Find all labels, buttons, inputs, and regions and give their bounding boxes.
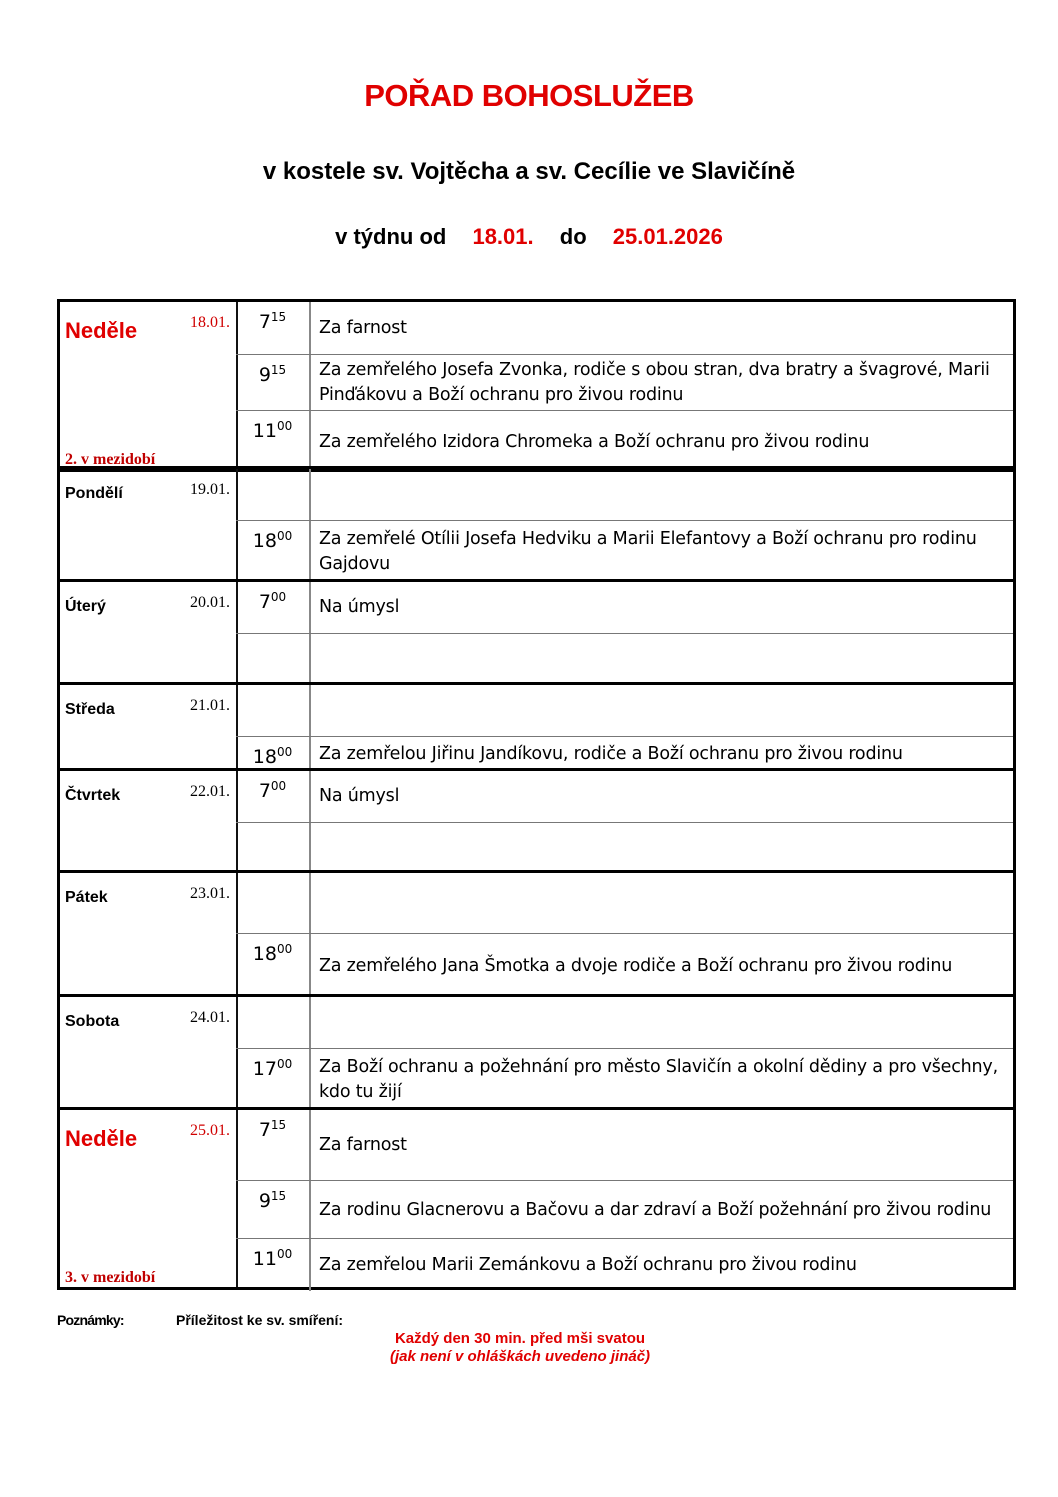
week-to: 25.01.2026 (612, 224, 723, 249)
mass-time (236, 823, 311, 874)
day-cell (60, 469, 238, 579)
mass-intention: Za zemřelého Izidora Chromeka a Boží ochranu pro živou rodinu (319, 431, 870, 452)
mass-slot (236, 633, 1013, 686)
mass-slot (236, 582, 1013, 633)
mass-intention: Za farnost (319, 317, 407, 338)
mass-time (236, 997, 311, 1048)
mass-time (236, 1239, 311, 1291)
mass-slot (236, 1238, 1013, 1291)
mass-time-hour: 7 (258, 780, 271, 802)
day-name: Pondělí (65, 485, 123, 502)
mass-intention: Na úmysl (319, 786, 400, 806)
mass-time (236, 873, 311, 933)
day-date: 18.01. (190, 314, 230, 331)
page-title: POŘAD BOHOSLUŽEB (364, 78, 694, 113)
mass-intention: Za Boží ochranu a požehnání pro město Slavičín a okolní dědiny a pro všechny, kdo tu žijí (319, 1057, 998, 1102)
day-cell (60, 873, 238, 994)
day-name: Čtvrtek (65, 787, 121, 804)
mass-time-minutes: 00 (276, 1057, 293, 1071)
day-cell (60, 1110, 238, 1287)
day-date: 21.01. (190, 697, 230, 714)
week-from: 18.01. (472, 224, 534, 249)
notes-label: Poznámky: (57, 1312, 124, 1328)
mass-time (236, 469, 311, 520)
mass-time-hour: 9 (258, 364, 271, 386)
mass-slot (236, 520, 1013, 583)
liturgical-season: 2. v mezidobí (65, 451, 156, 468)
day-row (57, 1107, 1016, 1290)
mass-time (236, 771, 311, 822)
day-name: Neděle (65, 318, 138, 343)
mass-time-hour: 11 (252, 1248, 277, 1270)
mass-slot (236, 997, 1013, 1048)
day-row (57, 870, 1016, 997)
church-subtitle: v kostele sv. Vojtěcha a sv. Cecílie ve Slavičíně (262, 158, 796, 185)
mass-time (236, 634, 311, 686)
mass-intention (319, 997, 1005, 1048)
mass-slot (236, 1110, 1013, 1180)
mass-time-minutes: 00 (270, 590, 287, 604)
mass-time-minutes: 15 (270, 1118, 287, 1132)
mass-time (236, 1049, 311, 1111)
day-cell (60, 771, 238, 870)
mass-time (236, 1181, 311, 1239)
day-row (57, 466, 1016, 582)
mass-time-minutes: 15 (270, 363, 287, 377)
day-cell (60, 997, 238, 1107)
mass-slot (236, 771, 1013, 822)
day-row (57, 768, 1016, 873)
mass-intention: Za rodinu Glacnerovu a Bačovu a dar zdraví a Boží požehnání pro živou rodinu (319, 1199, 992, 1220)
mass-time-minutes: 00 (276, 419, 293, 433)
mass-time (236, 355, 311, 411)
day-date: 19.01. (190, 481, 230, 498)
mass-intention: Za zemřelou Jiřinu Jandíkovu, rodiče a Boží ochranu pro živou rodinu (319, 744, 903, 764)
mass-time-hour: 7 (258, 591, 271, 613)
mass-time-hour: 18 (252, 746, 277, 768)
mass-time (236, 934, 311, 998)
mass-time-minutes: 15 (270, 310, 287, 324)
notes-line-1: Každý den 30 min. před mši svatou (394, 1330, 646, 1347)
week-range (0, 224, 1058, 250)
mass-time-minutes: 00 (276, 942, 293, 956)
mass-intention: Za zemřelého Josefa Zvonka, rodiče s obou stran, dva bratry a švagrové, Marii Pinďákovu a Boží ochranu pro živou rodinu (319, 360, 990, 405)
day-name: Pátek (65, 889, 108, 906)
mass-slot (236, 354, 1013, 411)
mass-time-hour: 18 (252, 530, 277, 552)
mass-time-minutes: 00 (276, 1247, 293, 1261)
mass-time-minutes: 00 (270, 779, 287, 793)
mass-time-hour: 11 (252, 420, 277, 442)
day-date: 22.01. (190, 783, 230, 800)
mass-time (236, 521, 311, 583)
mass-slot (236, 822, 1013, 874)
mass-time (236, 302, 311, 354)
mass-time (236, 1110, 311, 1180)
mass-slot (236, 410, 1013, 473)
mass-slot (236, 1048, 1013, 1111)
mass-time (236, 685, 311, 736)
notes-heading: Příležitost ke sv. smíření: (176, 1312, 344, 1328)
day-row (57, 299, 1016, 472)
mass-time-hour: 18 (252, 943, 277, 965)
mass-intention (319, 469, 1005, 520)
mass-intention (319, 634, 1005, 686)
day-cell (60, 302, 238, 469)
mass-intention: Za zemřelou Marii Zemánkovu a Boží ochranu pro živou rodinu (319, 1254, 857, 1275)
day-name: Středa (65, 701, 115, 718)
day-date: 25.01. (190, 1122, 230, 1139)
mass-time (236, 411, 311, 473)
mass-slot (236, 469, 1013, 520)
mass-intention (319, 873, 1005, 933)
day-row (57, 579, 1016, 685)
mass-slot (236, 685, 1013, 736)
day-row (57, 994, 1016, 1110)
day-name: Sobota (65, 1013, 120, 1030)
week-prefix: v týdnu od (335, 224, 447, 249)
day-cell (60, 582, 238, 682)
day-name: Neděle (65, 1126, 138, 1151)
day-cell (60, 685, 238, 768)
mass-slot (236, 1180, 1013, 1239)
mass-intention: Za farnost (319, 1134, 407, 1155)
week-mid: do (559, 224, 587, 249)
mass-intention: Za zemřelé Otílii Josefa Hedviku a Marii Elefantovy a Boží ochranu pro rodinu Gajdovu (319, 529, 977, 574)
mass-time-hour: 9 (258, 1190, 271, 1212)
mass-slot (236, 736, 1013, 772)
mass-time-hour: 7 (258, 1119, 271, 1141)
mass-intention (319, 823, 1005, 874)
day-date: 24.01. (190, 1009, 230, 1026)
day-row (57, 682, 1016, 771)
mass-slot (236, 933, 1013, 998)
mass-time (236, 737, 311, 772)
mass-time-hour: 17 (252, 1058, 277, 1080)
mass-time-hour: 7 (258, 311, 271, 333)
day-name: Úterý (65, 598, 106, 615)
notes-line-2: (jak není v ohláškách uvedeno jináč) (389, 1348, 651, 1365)
liturgical-season: 3. v mezidobí (65, 1269, 156, 1286)
day-date: 20.01. (190, 594, 230, 611)
mass-time-minutes: 00 (276, 745, 293, 759)
mass-intention: Na úmysl (319, 597, 400, 617)
mass-slot (236, 302, 1013, 354)
mass-time (236, 582, 311, 633)
schedule-table (57, 299, 1016, 1290)
mass-intention (319, 685, 1005, 736)
mass-slot (236, 873, 1013, 933)
mass-intention: Za zemřelého Jana Šmotka a dvoje rodiče a Boží ochranu pro živou rodinu (319, 955, 953, 976)
day-date: 23.01. (190, 885, 230, 902)
mass-time-minutes: 15 (270, 1189, 287, 1203)
mass-time-minutes: 00 (276, 529, 293, 543)
